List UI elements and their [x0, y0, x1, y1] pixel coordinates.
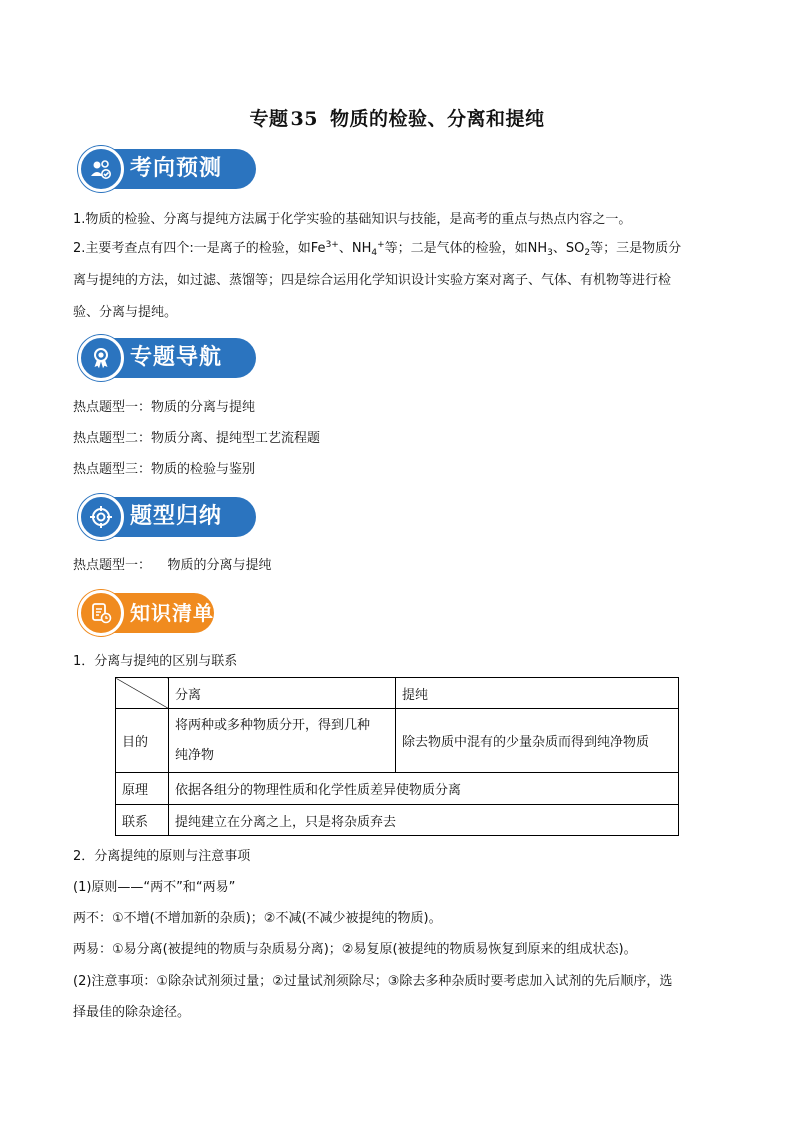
- banner-navigation: [78, 335, 256, 381]
- table-cell-relation: 提纯建立在分离之上，只是将杂质弃去: [169, 805, 679, 836]
- notes-line-2: 择最佳的除杂途径。: [73, 1005, 191, 1020]
- document-clock-icon: [89, 601, 113, 625]
- two-no-line: 两不：①不增(不增加新的杂质)；②不减(不减少被提纯的物质)。: [73, 911, 442, 926]
- banner-knowledge-label: 知识清单: [130, 601, 214, 625]
- navigation-item-2: 热点题型二：物质分离、提纯型工艺流程题: [73, 431, 321, 446]
- table-header-row: [116, 678, 679, 709]
- table-row-principle: [116, 773, 679, 805]
- table-row-label: 原理: [116, 773, 169, 805]
- forecast-paragraph-2-line-2: 离与提纯的方法，如过滤、蒸馏等；四是综合运用化学知识设计实验方案对离子、气体、有机物等进行检: [73, 273, 672, 288]
- navigation-item-1: 热点题型一：物质的分离与提纯: [73, 400, 256, 415]
- table-cell-purification-purpose: 除去物质中混有的少量杂质而得到纯净物质: [396, 709, 679, 773]
- banner-summary-label: 题型归纳: [130, 504, 223, 529]
- table-row-relation: [116, 805, 679, 836]
- forecast-paragraph-2-line-3: 验、分离与提纯。: [73, 305, 178, 320]
- table-row-label: 联系: [116, 805, 169, 836]
- forecast-paragraph-1: 1.物质的检验、分离与提纯方法属于化学实验的基础知识与技能，是高考的重点与热点内容之一。: [73, 212, 632, 227]
- table-row-label: 目的: [116, 709, 169, 773]
- table-row-purpose: [116, 709, 679, 773]
- title-text: 物质的检验、分离和提纯: [329, 108, 545, 130]
- notes-line-1: (2)注意事项：①除杂试剂须过量；②过量试剂须除尽；③除去多种杂质时要考虑加入试剂的先后顺序，选: [73, 974, 673, 989]
- banner-forecast: [78, 146, 256, 192]
- knowledge-heading-1: 1．分离与提纯的区别与联系: [73, 654, 238, 669]
- table-header-separation: 分离: [169, 678, 396, 709]
- principle-line: (1)原则——“两不”和“两易”: [73, 880, 236, 895]
- summary-current-type: 热点题型一： 物质的分离与提纯: [73, 558, 272, 573]
- forecast-paragraph-2-line-1: 2.主要考查点有四个:一是离子的检验，如$Fe^{3+}$、$NH_4^+$等；二是气体的检验，如$NH_3$、$SO_2$等；三是物质分: [73, 240, 682, 258]
- award-ribbon-icon: [89, 346, 113, 370]
- banner-forecast-label: 考向预测: [130, 156, 223, 181]
- banner-knowledge: [78, 590, 214, 636]
- target-icon: [89, 505, 113, 529]
- banner-navigation-label: 专题导航: [130, 345, 223, 370]
- banner-summary: [78, 494, 256, 540]
- title-number: 35: [290, 108, 318, 130]
- table-cell-principle: 依据各组分的物理性质和化学性质差异使物质分离: [169, 773, 679, 805]
- separation-purification-table: [115, 677, 679, 836]
- table-cell-separation-purpose: 将两种或多种物质分开，得到几种 纯净物: [169, 709, 396, 773]
- navigation-item-3: 热点题型三：物质的检验与鉴别: [73, 462, 256, 477]
- two-easy-line: 两易：①易分离(被提纯的物质与杂质易分离)；②易复原(被提纯的物质易恢复到原来的组成状态)。: [73, 942, 637, 957]
- table-corner-cell: [116, 678, 169, 709]
- page-title: [0, 104, 794, 131]
- knowledge-heading-2: 2．分离提纯的原则与注意事项: [73, 849, 251, 864]
- people-check-icon: [89, 157, 113, 181]
- title-prefix: 专题: [249, 108, 289, 130]
- table-header-purification: 提纯: [396, 678, 679, 709]
